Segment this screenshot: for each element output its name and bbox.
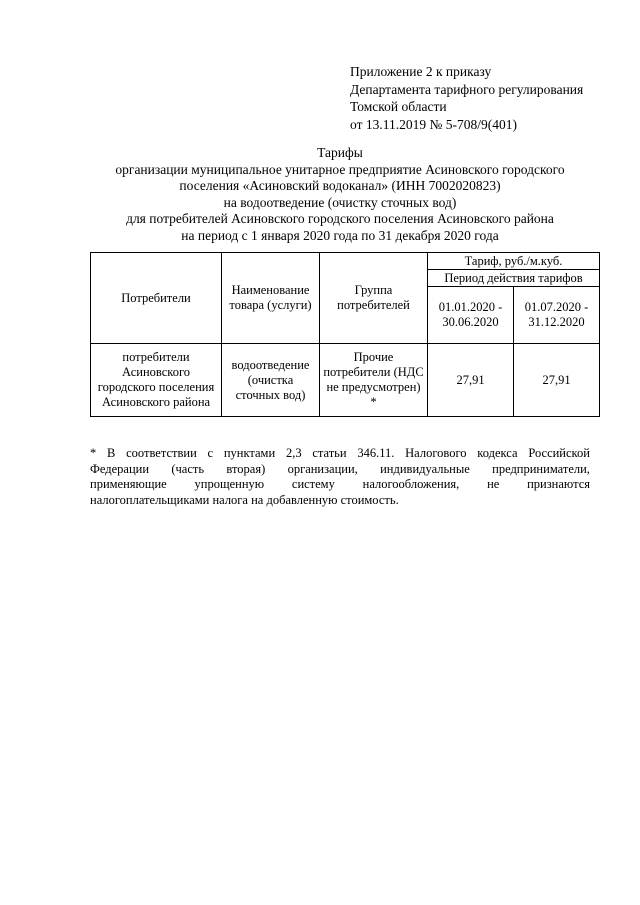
appendix-line-1: Приложение 2 к приказу — [350, 64, 492, 79]
table-header-row — [91, 253, 600, 270]
footnote-word: с — [207, 446, 214, 460]
header-period-1: 01.01.2020 - 30.06.2020 — [428, 287, 514, 344]
footnote-word: Федерации — [90, 461, 150, 476]
footnote-word: упрощенную — [194, 477, 265, 491]
footnote-word: систему — [291, 477, 335, 491]
footnote-word: соответствии — [126, 446, 197, 460]
footnote-word: статьи — [312, 446, 347, 460]
footnote-line-4: налогоплательщиками налога на добавленную стоимость. — [90, 492, 399, 507]
appendix-reference — [350, 63, 620, 133]
appendix-line-2: Департамента тарифного регулирования — [350, 81, 584, 97]
footnote-word: В — [107, 446, 116, 460]
footnote-word: (часть — [171, 461, 205, 476]
header-tariff-unit: Тариф, руб./м.куб. — [428, 253, 600, 270]
title-line-2: поселения «Асиновский водоканал» (ИНН 7002020823) — [179, 178, 501, 193]
appendix-line-4: от 13.11.2019 № 5-708/9(401) — [350, 116, 517, 132]
footnote-word: Налогового — [405, 446, 467, 460]
title-line-1: организации муниципальное унитарное предприятие Асиновского городского — [115, 161, 565, 177]
footnote-line-2 — [90, 462, 590, 478]
header-product: Наименование товара (услуги) — [222, 253, 320, 344]
cell-tariff-2: 27,91 — [514, 344, 600, 417]
cell-product: водоотведение (очистка сточных вод) — [222, 344, 320, 417]
tariff-table — [90, 252, 600, 417]
footnote-word: налогообложения, — [362, 477, 460, 491]
title-line-5: на период с 1 января 2020 года по 31 декабря 2020 года — [181, 227, 499, 243]
footnote-line-3 — [90, 477, 590, 493]
footnote-word: индивидуальные — [380, 461, 470, 476]
cell-tariff-1: 27,91 — [428, 344, 514, 417]
footnote-word: кодекса — [477, 446, 518, 460]
footnote-word: не — [487, 477, 500, 491]
footnote-word: предприниматели, — [492, 461, 590, 476]
title-line-4: для потребителей Асиновского городского поселения Асиновского района — [126, 211, 554, 226]
footnote-word: 2,3 — [285, 446, 302, 460]
table-row — [91, 344, 600, 417]
tax-footnote — [90, 446, 590, 508]
document-title-block — [60, 145, 620, 244]
footnote-word: пунктами — [223, 446, 276, 460]
footnote-word: организации, — [287, 461, 358, 476]
footnote-line-1 — [90, 446, 590, 462]
header-consumers: Потребители — [91, 253, 222, 344]
document-heading: Тарифы — [317, 145, 363, 160]
footnote-word: * — [90, 446, 97, 460]
title-line-3: на водоотведение (очистку сточных вод) — [223, 194, 457, 210]
footnote-word: Российской — [528, 446, 590, 460]
footnote-word: 346.11. — [357, 446, 395, 460]
footnote-word: применяющие — [90, 477, 167, 491]
header-group: Группа потребителей — [320, 253, 428, 344]
footnote-word: вторая) — [226, 461, 266, 476]
cell-group: Прочие потребители (НДС не предусмотрен) * — [320, 344, 428, 417]
cell-consumers: потребители Асиновского городского поселения Асиновского района — [91, 344, 222, 417]
footnote-word: признаются — [527, 477, 590, 491]
header-period-2: 01.07.2020 - 31.12.2020 — [514, 287, 600, 344]
appendix-line-3: Томской области — [350, 99, 447, 114]
header-period: Период действия тарифов — [428, 270, 600, 287]
